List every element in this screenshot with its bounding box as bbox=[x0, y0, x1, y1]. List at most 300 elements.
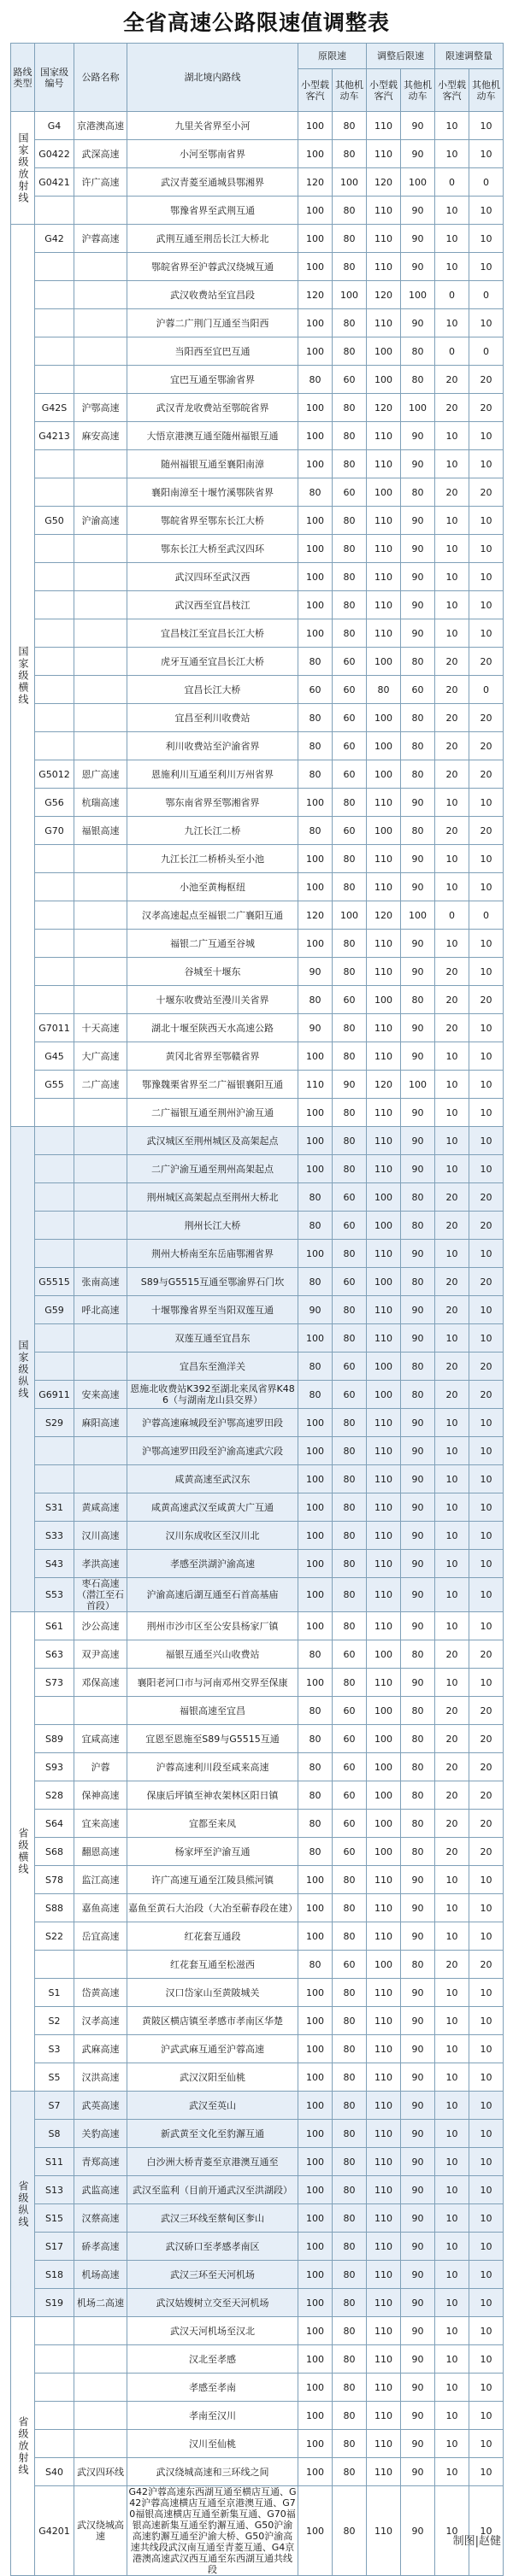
delta-other-cell: 10 bbox=[469, 2402, 504, 2430]
table-row bbox=[11, 1155, 504, 1183]
road-name-cell: 二广高速 bbox=[74, 1071, 127, 1099]
route-code-cell bbox=[35, 958, 74, 986]
route-code-cell: S1 bbox=[35, 1979, 74, 2007]
section-cell: 鄂皖省界至沪蓉武汉绕城互通 bbox=[127, 253, 298, 281]
section-cell: 黄冈北省界至鄂赣省界 bbox=[127, 1042, 298, 1071]
table-row bbox=[11, 2430, 504, 2458]
adj-small-cell: 100 bbox=[367, 1697, 401, 1725]
section-cell: 十堰鄂豫省界至当阳双莲互通 bbox=[127, 1296, 298, 1324]
header-national-code: 国家级编号 bbox=[35, 44, 74, 112]
orig-other-cell: 80 bbox=[333, 2458, 367, 2486]
delta-other-cell: 0 bbox=[469, 337, 504, 366]
route-code-cell: G5012 bbox=[35, 760, 74, 789]
adj-small-cell: 110 bbox=[367, 2458, 401, 2486]
speed-limit-table bbox=[10, 43, 504, 2576]
orig-small-cell: 100 bbox=[298, 2120, 333, 2148]
orig-small-cell: 80 bbox=[298, 478, 333, 507]
delta-small-cell: 10 bbox=[435, 930, 469, 958]
road-name-cell bbox=[74, 732, 127, 760]
delta-small-cell: 10 bbox=[435, 2317, 469, 2345]
delta-small-cell: 10 bbox=[435, 2458, 469, 2486]
adj-small-cell: 110 bbox=[367, 2486, 401, 2576]
delta-small-cell: 10 bbox=[435, 1127, 469, 1155]
road-name-cell: 宜咸高速 bbox=[74, 1725, 127, 1753]
delta-other-cell: 10 bbox=[469, 2374, 504, 2402]
adj-small-cell: 100 bbox=[367, 648, 401, 676]
delta-other-cell: 20 bbox=[469, 1183, 504, 1212]
road-name-cell: 沪蓉 bbox=[74, 1753, 127, 1781]
credit: 制图|赵健 bbox=[452, 2535, 501, 2548]
route-code-cell: S3 bbox=[35, 2035, 74, 2063]
delta-other-cell: 10 bbox=[469, 253, 504, 281]
orig-other-cell: 80 bbox=[333, 1866, 367, 1894]
orig-small-cell: 80 bbox=[298, 1183, 333, 1212]
orig-small-cell: 80 bbox=[298, 1810, 333, 1838]
header-other-vehicle: 其他机动车 bbox=[401, 69, 435, 112]
delta-small-cell: 10 bbox=[435, 2430, 469, 2458]
orig-other-cell: 80 bbox=[333, 140, 367, 168]
section-cell: 双莲互通至宜昌东 bbox=[127, 1324, 298, 1353]
delta-small-cell: 20 bbox=[435, 1381, 469, 1409]
route-code-cell: S13 bbox=[35, 2176, 74, 2204]
orig-other-cell: 80 bbox=[333, 450, 367, 478]
route-code-cell: G0422 bbox=[35, 140, 74, 168]
route-code-cell: G4201 bbox=[35, 2486, 74, 2576]
delta-other-cell: 20 bbox=[469, 1697, 504, 1725]
road-name-cell bbox=[74, 1465, 127, 1493]
adj-small-cell: 110 bbox=[367, 2092, 401, 2120]
road-name-cell: 张南高速 bbox=[74, 1268, 127, 1296]
road-name-cell: 武汉绕城高速 bbox=[74, 2486, 127, 2576]
section-cell: 武汉至监利（目前开通武汉至洪湖段） bbox=[127, 2176, 298, 2204]
section-cell: 鄂东长江大桥至武汉四环 bbox=[127, 535, 298, 563]
delta-other-cell: 10 bbox=[469, 1296, 504, 1324]
table-row bbox=[11, 1409, 504, 1437]
orig-other-cell: 80 bbox=[333, 253, 367, 281]
table-row bbox=[11, 2063, 504, 2092]
orig-small-cell: 80 bbox=[298, 1697, 333, 1725]
adj-small-cell: 110 bbox=[367, 1296, 401, 1324]
route-code-cell: S40 bbox=[35, 2458, 74, 2486]
adj-other-cell: 80 bbox=[401, 704, 435, 732]
road-name-cell: 机场高速 bbox=[74, 2261, 127, 2289]
table-row bbox=[11, 1725, 504, 1753]
route-code-cell: G6911 bbox=[35, 1381, 74, 1409]
route-code-cell: S11 bbox=[35, 2148, 74, 2176]
adj-small-cell: 110 bbox=[367, 591, 401, 619]
table-row bbox=[11, 1071, 504, 1099]
delta-small-cell: 20 bbox=[435, 478, 469, 507]
delta-other-cell: 20 bbox=[469, 1781, 504, 1810]
section-cell: 红花套互通至松滋西 bbox=[127, 1951, 298, 1979]
delta-other-cell: 10 bbox=[469, 2148, 504, 2176]
section-cell: 黄陂区横店镇至孝感市孝南区华楚 bbox=[127, 2007, 298, 2035]
section-cell: 武汉收费站至宜昌段 bbox=[127, 281, 298, 309]
delta-small-cell: 10 bbox=[435, 1550, 469, 1578]
adj-small-cell: 100 bbox=[367, 1781, 401, 1810]
adj-small-cell: 110 bbox=[367, 1612, 401, 1640]
adj-other-cell: 80 bbox=[401, 1781, 435, 1810]
section-cell: 宜昌东至渔洋关 bbox=[127, 1353, 298, 1381]
orig-other-cell: 80 bbox=[333, 1894, 367, 1922]
orig-small-cell: 100 bbox=[298, 2204, 333, 2233]
table-row bbox=[11, 676, 504, 704]
delta-other-cell: 10 bbox=[469, 197, 504, 225]
orig-other-cell: 80 bbox=[333, 563, 367, 591]
delta-other-cell: 10 bbox=[469, 1465, 504, 1493]
orig-small-cell: 80 bbox=[298, 648, 333, 676]
section-cell: 孝感至孝南 bbox=[127, 2374, 298, 2402]
delta-other-cell: 10 bbox=[469, 2204, 504, 2233]
route-code-cell bbox=[35, 253, 74, 281]
adj-other-cell: 90 bbox=[401, 1578, 435, 1612]
road-name-cell: 监江高速 bbox=[74, 1866, 127, 1894]
route-code-cell bbox=[35, 1183, 74, 1212]
delta-other-cell: 20 bbox=[469, 704, 504, 732]
road-name-cell: 汉蔡高速 bbox=[74, 2204, 127, 2233]
delta-small-cell: 10 bbox=[435, 2092, 469, 2120]
road-name-cell bbox=[74, 591, 127, 619]
section-cell: 杨家坪至沪渝互通 bbox=[127, 1838, 298, 1866]
orig-other-cell: 80 bbox=[333, 2176, 367, 2204]
adj-other-cell: 80 bbox=[401, 1640, 435, 1669]
adj-other-cell: 90 bbox=[401, 1612, 435, 1640]
orig-other-cell: 100 bbox=[333, 168, 367, 197]
adj-other-cell: 80 bbox=[401, 1212, 435, 1240]
orig-other-cell: 80 bbox=[333, 1922, 367, 1951]
section-cell: 沪鄂高速罗田段至沪渝高速武穴段 bbox=[127, 1437, 298, 1465]
delta-other-cell: 20 bbox=[469, 986, 504, 1014]
section-cell: S89与G5515互通至鄂渝界石门坎 bbox=[127, 1268, 298, 1296]
section-cell: 沪渝高速后湖互通至石首高基庙 bbox=[127, 1578, 298, 1612]
table-row bbox=[11, 1979, 504, 2007]
delta-small-cell: 10 bbox=[435, 2120, 469, 2148]
delta-small-cell: 10 bbox=[435, 2063, 469, 2092]
adj-other-cell: 90 bbox=[401, 309, 435, 337]
route-code-cell bbox=[35, 1697, 74, 1725]
road-name-cell: 沪渝高速 bbox=[74, 507, 127, 535]
adj-other-cell: 90 bbox=[401, 2148, 435, 2176]
adj-small-cell: 110 bbox=[367, 958, 401, 986]
adj-other-cell: 90 bbox=[401, 1437, 435, 1465]
adj-other-cell: 90 bbox=[401, 1550, 435, 1578]
table-row bbox=[11, 2148, 504, 2176]
adj-other-cell: 90 bbox=[401, 2402, 435, 2430]
orig-other-cell: 80 bbox=[333, 2289, 367, 2317]
adj-small-cell: 110 bbox=[367, 1578, 401, 1612]
adj-other-cell: 80 bbox=[401, 986, 435, 1014]
orig-other-cell: 60 bbox=[333, 676, 367, 704]
orig-small-cell: 100 bbox=[298, 309, 333, 337]
route-code-cell: G50 bbox=[35, 507, 74, 535]
delta-small-cell: 10 bbox=[435, 2261, 469, 2289]
delta-other-cell: 0 bbox=[469, 168, 504, 197]
adj-other-cell: 80 bbox=[401, 1810, 435, 1838]
adj-small-cell: 110 bbox=[367, 140, 401, 168]
adj-small-cell: 100 bbox=[367, 1951, 401, 1979]
orig-small-cell: 80 bbox=[298, 1268, 333, 1296]
route-type-cell: 省级横线 bbox=[11, 1612, 35, 2092]
adj-small-cell: 110 bbox=[367, 253, 401, 281]
delta-other-cell: 20 bbox=[469, 1353, 504, 1381]
delta-small-cell: 10 bbox=[435, 1324, 469, 1353]
adj-other-cell: 90 bbox=[401, 1014, 435, 1042]
adj-small-cell: 120 bbox=[367, 1071, 401, 1099]
section-cell: 荆州大桥南至东岳庙鄂湘省界 bbox=[127, 1240, 298, 1268]
table-row bbox=[11, 986, 504, 1014]
route-code-cell: S63 bbox=[35, 1640, 74, 1669]
route-code-cell bbox=[35, 281, 74, 309]
table-row bbox=[11, 140, 504, 168]
delta-other-cell: 20 bbox=[469, 394, 504, 422]
orig-other-cell: 80 bbox=[333, 2402, 367, 2430]
delta-other-cell: 10 bbox=[469, 1240, 504, 1268]
road-name-cell: 福银高速 bbox=[74, 817, 127, 845]
delta-small-cell: 0 bbox=[435, 337, 469, 366]
adj-small-cell: 110 bbox=[367, 2120, 401, 2148]
table-row bbox=[11, 1296, 504, 1324]
orig-small-cell: 80 bbox=[298, 704, 333, 732]
orig-other-cell: 80 bbox=[333, 1324, 367, 1353]
orig-small-cell: 100 bbox=[298, 1493, 333, 1522]
adj-small-cell: 110 bbox=[367, 1155, 401, 1183]
table-row bbox=[11, 1697, 504, 1725]
delta-small-cell: 10 bbox=[435, 789, 469, 817]
road-name-cell: 武深高速 bbox=[74, 140, 127, 168]
delta-small-cell: 10 bbox=[435, 197, 469, 225]
delta-small-cell: 20 bbox=[435, 394, 469, 422]
road-name-cell: 青郑高速 bbox=[74, 2148, 127, 2176]
delta-other-cell: 10 bbox=[469, 2261, 504, 2289]
section-cell: 利川收费站至沪渝省界 bbox=[127, 732, 298, 760]
delta-other-cell: 10 bbox=[469, 2430, 504, 2458]
delta-other-cell: 10 bbox=[469, 2289, 504, 2317]
road-name-cell bbox=[74, 2317, 127, 2345]
adj-other-cell: 90 bbox=[401, 930, 435, 958]
route-code-cell: G45 bbox=[35, 1042, 74, 1071]
orig-other-cell: 80 bbox=[333, 225, 367, 253]
table-row bbox=[11, 2035, 504, 2063]
delta-other-cell: 10 bbox=[469, 1042, 504, 1071]
road-name-cell: 硚孝高速 bbox=[74, 2233, 127, 2261]
adj-other-cell: 90 bbox=[401, 845, 435, 873]
adj-other-cell: 80 bbox=[401, 1753, 435, 1781]
road-name-cell: 十天高速 bbox=[74, 1014, 127, 1042]
adj-small-cell: 100 bbox=[367, 704, 401, 732]
road-name-cell bbox=[74, 901, 127, 930]
route-code-cell: S53 bbox=[35, 1578, 74, 1612]
orig-other-cell: 80 bbox=[333, 309, 367, 337]
orig-small-cell: 100 bbox=[298, 1409, 333, 1437]
adj-small-cell: 110 bbox=[367, 2345, 401, 2374]
table-row bbox=[11, 2374, 504, 2402]
route-code-cell bbox=[35, 2374, 74, 2402]
adj-other-cell: 90 bbox=[401, 2261, 435, 2289]
orig-small-cell: 100 bbox=[298, 1324, 333, 1353]
adj-small-cell: 110 bbox=[367, 1866, 401, 1894]
orig-other-cell: 60 bbox=[333, 1183, 367, 1212]
orig-small-cell: 100 bbox=[298, 591, 333, 619]
delta-other-cell: 20 bbox=[469, 1838, 504, 1866]
road-name-cell: 大广高速 bbox=[74, 1042, 127, 1071]
table-row bbox=[11, 1753, 504, 1781]
adj-other-cell: 90 bbox=[401, 1979, 435, 2007]
table-row bbox=[11, 930, 504, 958]
route-code-cell bbox=[35, 619, 74, 648]
table-row bbox=[11, 1922, 504, 1951]
road-name-cell: 汉洪高速 bbox=[74, 2063, 127, 2092]
table-row bbox=[11, 197, 504, 225]
adj-small-cell: 100 bbox=[367, 1381, 401, 1409]
adj-other-cell: 90 bbox=[401, 2176, 435, 2204]
adj-other-cell: 90 bbox=[401, 1155, 435, 1183]
delta-small-cell: 20 bbox=[435, 986, 469, 1014]
delta-small-cell: 10 bbox=[435, 2233, 469, 2261]
road-name-cell: 沪鄂高速 bbox=[74, 394, 127, 422]
adj-small-cell: 110 bbox=[367, 1437, 401, 1465]
delta-other-cell: 20 bbox=[469, 1212, 504, 1240]
route-code-cell: G70 bbox=[35, 817, 74, 845]
delta-small-cell: 10 bbox=[435, 535, 469, 563]
section-cell: 沪蓉高速利川段至咸来高速 bbox=[127, 1753, 298, 1781]
delta-small-cell: 10 bbox=[435, 2374, 469, 2402]
route-code-cell: G4213 bbox=[35, 422, 74, 450]
adj-small-cell: 110 bbox=[367, 2176, 401, 2204]
delta-other-cell: 0 bbox=[469, 901, 504, 930]
delta-other-cell: 10 bbox=[469, 2345, 504, 2374]
adj-other-cell: 100 bbox=[401, 394, 435, 422]
route-code-cell bbox=[35, 1240, 74, 1268]
orig-small-cell: 100 bbox=[298, 1866, 333, 1894]
delta-other-cell: 10 bbox=[469, 1099, 504, 1127]
section-cell: 二广沪渝互通至荆州高架起点 bbox=[127, 1155, 298, 1183]
adj-small-cell: 120 bbox=[367, 394, 401, 422]
orig-other-cell: 60 bbox=[333, 648, 367, 676]
adj-other-cell: 100 bbox=[401, 901, 435, 930]
orig-other-cell: 80 bbox=[333, 1127, 367, 1155]
delta-small-cell: 10 bbox=[435, 1099, 469, 1127]
road-name-cell bbox=[74, 986, 127, 1014]
section-cell: 九江长江二桥桥头至小池 bbox=[127, 845, 298, 873]
road-name-cell: 双尹高速 bbox=[74, 1640, 127, 1669]
route-code-cell bbox=[35, 1353, 74, 1381]
section-cell: 汉川东成收区至汉川北 bbox=[127, 1522, 298, 1550]
header-adjust-amount: 限速调整量 bbox=[435, 44, 504, 69]
route-type-cell: 国家级横线 bbox=[11, 225, 35, 1127]
orig-other-cell: 60 bbox=[333, 1781, 367, 1810]
adj-small-cell: 110 bbox=[367, 2063, 401, 2092]
header-adjusted-limit: 调整后限速 bbox=[367, 44, 435, 69]
route-code-cell bbox=[35, 591, 74, 619]
adj-other-cell: 90 bbox=[401, 1922, 435, 1951]
route-code-cell bbox=[35, 1099, 74, 1127]
adj-small-cell: 110 bbox=[367, 930, 401, 958]
route-code-cell: G59 bbox=[35, 1296, 74, 1324]
delta-small-cell: 20 bbox=[435, 1810, 469, 1838]
delta-small-cell: 20 bbox=[435, 1951, 469, 1979]
adj-small-cell: 110 bbox=[367, 197, 401, 225]
route-code-cell: G42S bbox=[35, 394, 74, 422]
adj-small-cell: 100 bbox=[367, 1838, 401, 1866]
section-cell: 白沙洲大桥青菱至京港澳互通至 bbox=[127, 2148, 298, 2176]
section-cell: 二广福银互通至荆州沪渝互通 bbox=[127, 1099, 298, 1127]
delta-small-cell: 10 bbox=[435, 1894, 469, 1922]
table-row bbox=[11, 112, 504, 140]
adj-small-cell: 110 bbox=[367, 535, 401, 563]
road-name-cell: 武英高速 bbox=[74, 2092, 127, 2120]
section-cell: G42沪蓉高速东西湖互通至横店互通、G42沪蓉高速横店互通至京港澳互通、G70福银高速横店互通至新集互通、G70福银高速新集互通至豹澥互通、G50沪渝高速豹澥互通至沪渝大桥、G50沪渝高速共线段武汉南互通至青菱互通、G4京港澳高速武汉西互通至东西湖互通共线段 bbox=[128, 2486, 297, 2575]
orig-other-cell: 80 bbox=[333, 1296, 367, 1324]
route-code-cell bbox=[35, 901, 74, 930]
orig-other-cell: 60 bbox=[333, 732, 367, 760]
table-row bbox=[11, 2120, 504, 2148]
section-cell: 福银互通至兴山收费站 bbox=[127, 1640, 298, 1669]
road-name-cell bbox=[74, 197, 127, 225]
road-name-cell bbox=[74, 2402, 127, 2430]
orig-other-cell: 80 bbox=[333, 507, 367, 535]
header-route-type: 路线类型 bbox=[11, 44, 35, 112]
orig-small-cell: 80 bbox=[298, 1951, 333, 1979]
delta-small-cell: 10 bbox=[435, 1042, 469, 1071]
orig-small-cell: 100 bbox=[298, 140, 333, 168]
delta-other-cell: 10 bbox=[469, 2092, 504, 2120]
route-code-cell bbox=[35, 676, 74, 704]
delta-other-cell: 10 bbox=[469, 422, 504, 450]
orig-other-cell: 80 bbox=[333, 1979, 367, 2007]
section-cell: 汉川至仙桃 bbox=[127, 2430, 298, 2458]
table-row bbox=[11, 619, 504, 648]
road-name-cell bbox=[74, 648, 127, 676]
section-cell: 红花套互通段 bbox=[127, 1922, 298, 1951]
section-cell: 汉北至孝感 bbox=[127, 2345, 298, 2374]
route-code-cell: S68 bbox=[35, 1838, 74, 1866]
adj-other-cell: 90 bbox=[401, 450, 435, 478]
section-cell: 十堰东收费站至漫川关省界 bbox=[127, 986, 298, 1014]
delta-other-cell: 10 bbox=[469, 225, 504, 253]
orig-other-cell: 80 bbox=[333, 2486, 367, 2576]
orig-small-cell: 100 bbox=[298, 507, 333, 535]
road-name-cell bbox=[74, 1437, 127, 1465]
route-type-cell: 国家级纵线 bbox=[11, 1127, 35, 1612]
section-cell: 湖北十堰至陕西天水高速公路 bbox=[127, 1014, 298, 1042]
section-cell: 九江长江二桥 bbox=[127, 817, 298, 845]
delta-small-cell: 10 bbox=[435, 1669, 469, 1697]
section-cell: 武汉三环至天河机场 bbox=[127, 2261, 298, 2289]
adj-small-cell: 110 bbox=[367, 309, 401, 337]
adj-small-cell: 110 bbox=[367, 1409, 401, 1437]
orig-other-cell: 80 bbox=[333, 1099, 367, 1127]
adj-other-cell: 90 bbox=[401, 253, 435, 281]
orig-other-cell: 80 bbox=[333, 2261, 367, 2289]
speed-table-wrapper bbox=[10, 43, 503, 2576]
adj-small-cell: 110 bbox=[367, 450, 401, 478]
adj-small-cell: 100 bbox=[367, 478, 401, 507]
road-name-cell bbox=[74, 1099, 127, 1127]
orig-small-cell: 100 bbox=[298, 225, 333, 253]
route-code-cell bbox=[35, 986, 74, 1014]
orig-small-cell: 100 bbox=[298, 2035, 333, 2063]
table-row bbox=[11, 1127, 504, 1155]
table-row bbox=[11, 507, 504, 535]
delta-small-cell: 20 bbox=[435, 648, 469, 676]
header-original-limit: 原限速 bbox=[298, 44, 367, 69]
orig-other-cell: 90 bbox=[333, 1071, 367, 1099]
section-cell: 鄂东南省界至鄂湘省界 bbox=[127, 789, 298, 817]
adj-small-cell: 110 bbox=[367, 507, 401, 535]
orig-other-cell: 80 bbox=[333, 873, 367, 901]
orig-other-cell: 80 bbox=[333, 1014, 367, 1042]
road-name-cell bbox=[74, 309, 127, 337]
